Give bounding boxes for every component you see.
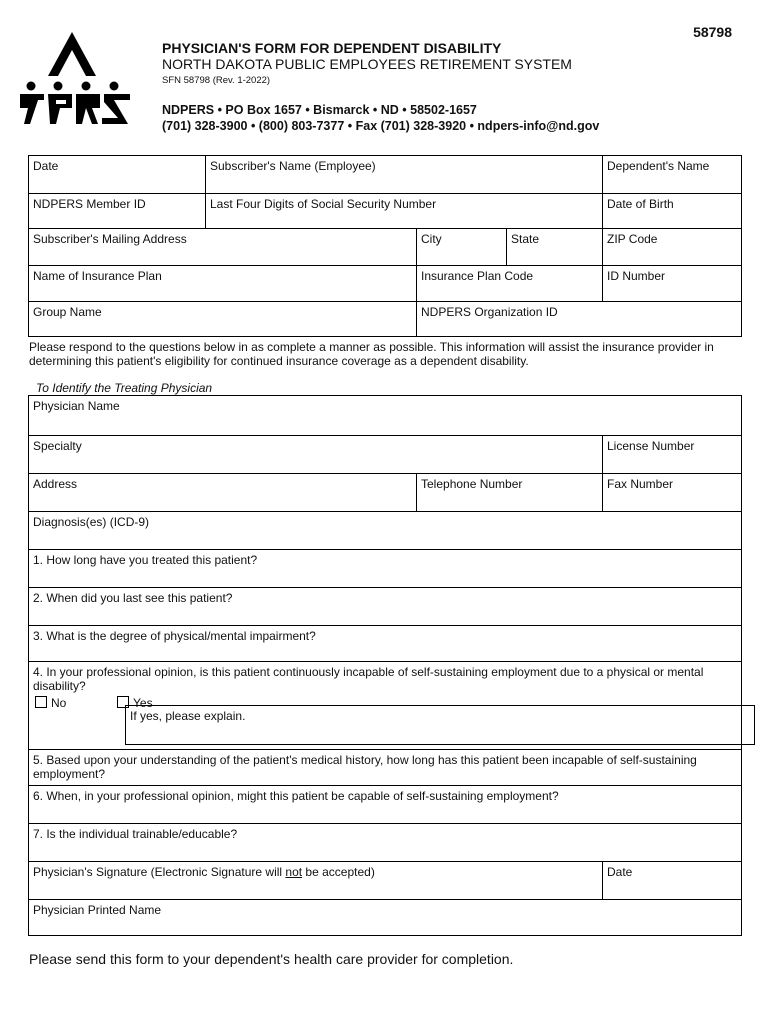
q4-no-label: No (51, 696, 67, 710)
question-1-field[interactable]: 1. How long have you treated this patient? (33, 553, 258, 567)
signature-date-field[interactable]: Date (602, 862, 741, 899)
physician-signature-field[interactable] (29, 862, 602, 899)
question-6-field[interactable]: 6. When, in your professional opinion, might this patient be capable of self-sustaining employment? (33, 789, 559, 803)
telephone-field[interactable]: Telephone Number (416, 474, 602, 511)
date-of-birth-field[interactable]: Date of Birth (602, 194, 741, 228)
physician-printed-name-field[interactable]: Physician Printed Name (33, 903, 162, 917)
signature-label-prefix: Physician's Signature (Electronic Signature will (33, 865, 286, 879)
license-number-field[interactable]: License Number (602, 436, 741, 473)
question-5-field[interactable]: 5. Based upon your understanding of the patient's medical history, how long has this patient been incapable of self-sustaining employment? (33, 753, 697, 781)
footer-note: Please send this form to your dependent's health care provider for completion. (29, 951, 514, 967)
q4-yes-label: Yes (133, 696, 153, 710)
question-2-field[interactable]: 2. When did you last see this patient? (33, 591, 233, 605)
state-field[interactable]: State (506, 229, 602, 265)
ssn-last-four-field[interactable]: Last Four Digits of Social Security Number (205, 194, 602, 228)
form-title: PHYSICIAN'S FORM FOR DEPENDENT DISABILITY (162, 40, 502, 56)
instructions-text: Please respond to the questions below in as complete a manner as possible. This information will assist the insurance provider in determining this patient's eligibility for continued insurance coverage as a dependent disability. (29, 340, 714, 368)
q4-no-checkbox[interactable] (35, 696, 47, 708)
logo-chevron (48, 32, 96, 76)
signature-not-emphasis: not (285, 865, 303, 879)
organization-id-field[interactable]: NDPERS Organization ID (416, 302, 741, 336)
question-4-block (29, 662, 741, 749)
question-4-text: 4. In your professional opinion, is this patient continuously incapable of self-sustaining employment due to a physical or mental disability? (33, 665, 704, 693)
form-revision: SFN 58798 (Rev. 1-2022) (162, 75, 271, 86)
subscriber-name-field[interactable]: Subscriber's Name (Employee) (205, 156, 602, 193)
specialty-field[interactable]: Specialty (33, 439, 82, 453)
physician-address-field[interactable]: Address (33, 477, 78, 491)
insurance-plan-code-field[interactable]: Insurance Plan Code (416, 266, 602, 301)
form-number: 58798 (693, 24, 732, 40)
group-name-field[interactable]: Group Name (33, 305, 102, 319)
address-line: NDPERS • PO Box 1657 • Bismarck • ND • 58502-1657 (162, 103, 477, 117)
physician-section-label: To Identify the Treating Physician (36, 381, 213, 395)
city-field[interactable]: City (416, 229, 506, 265)
physician-name-field[interactable]: Physician Name (33, 399, 120, 413)
id-number-field[interactable]: ID Number (602, 266, 741, 301)
diagnosis-field[interactable]: Diagnosis(es) (ICD-9) (33, 515, 150, 529)
date-field[interactable]: Date (33, 159, 59, 173)
zip-field[interactable]: ZIP Code (602, 229, 741, 265)
ndpers-logo (16, 28, 136, 138)
dependent-name-field[interactable]: Dependent's Name (602, 156, 741, 193)
contact-line: (701) 328-3900 • (800) 803-7377 • Fax (701) 328-3920 • ndpers-info@nd.gov (162, 119, 600, 133)
mailing-address-field[interactable]: Subscriber's Mailing Address (33, 232, 187, 246)
organization-name: NORTH DAKOTA PUBLIC EMPLOYEES RETIREMENT SYSTEM (162, 56, 572, 72)
fax-field[interactable]: Fax Number (602, 474, 741, 511)
q4-explain-field[interactable]: If yes, please explain. (125, 705, 755, 745)
subscriber-info-grid (28, 155, 742, 337)
q4-no-option[interactable] (35, 696, 66, 710)
question-7-field[interactable]: 7. Is the individual trainable/educable? (33, 827, 238, 841)
form-header (162, 40, 599, 134)
member-id-field[interactable]: NDPERS Member ID (33, 197, 146, 211)
physician-grid (28, 395, 742, 936)
question-3-field[interactable]: 3. What is the degree of physical/mental impairment? (33, 629, 316, 643)
insurance-plan-field[interactable]: Name of Insurance Plan (33, 269, 162, 283)
signature-label-suffix: be accepted) (302, 865, 375, 879)
